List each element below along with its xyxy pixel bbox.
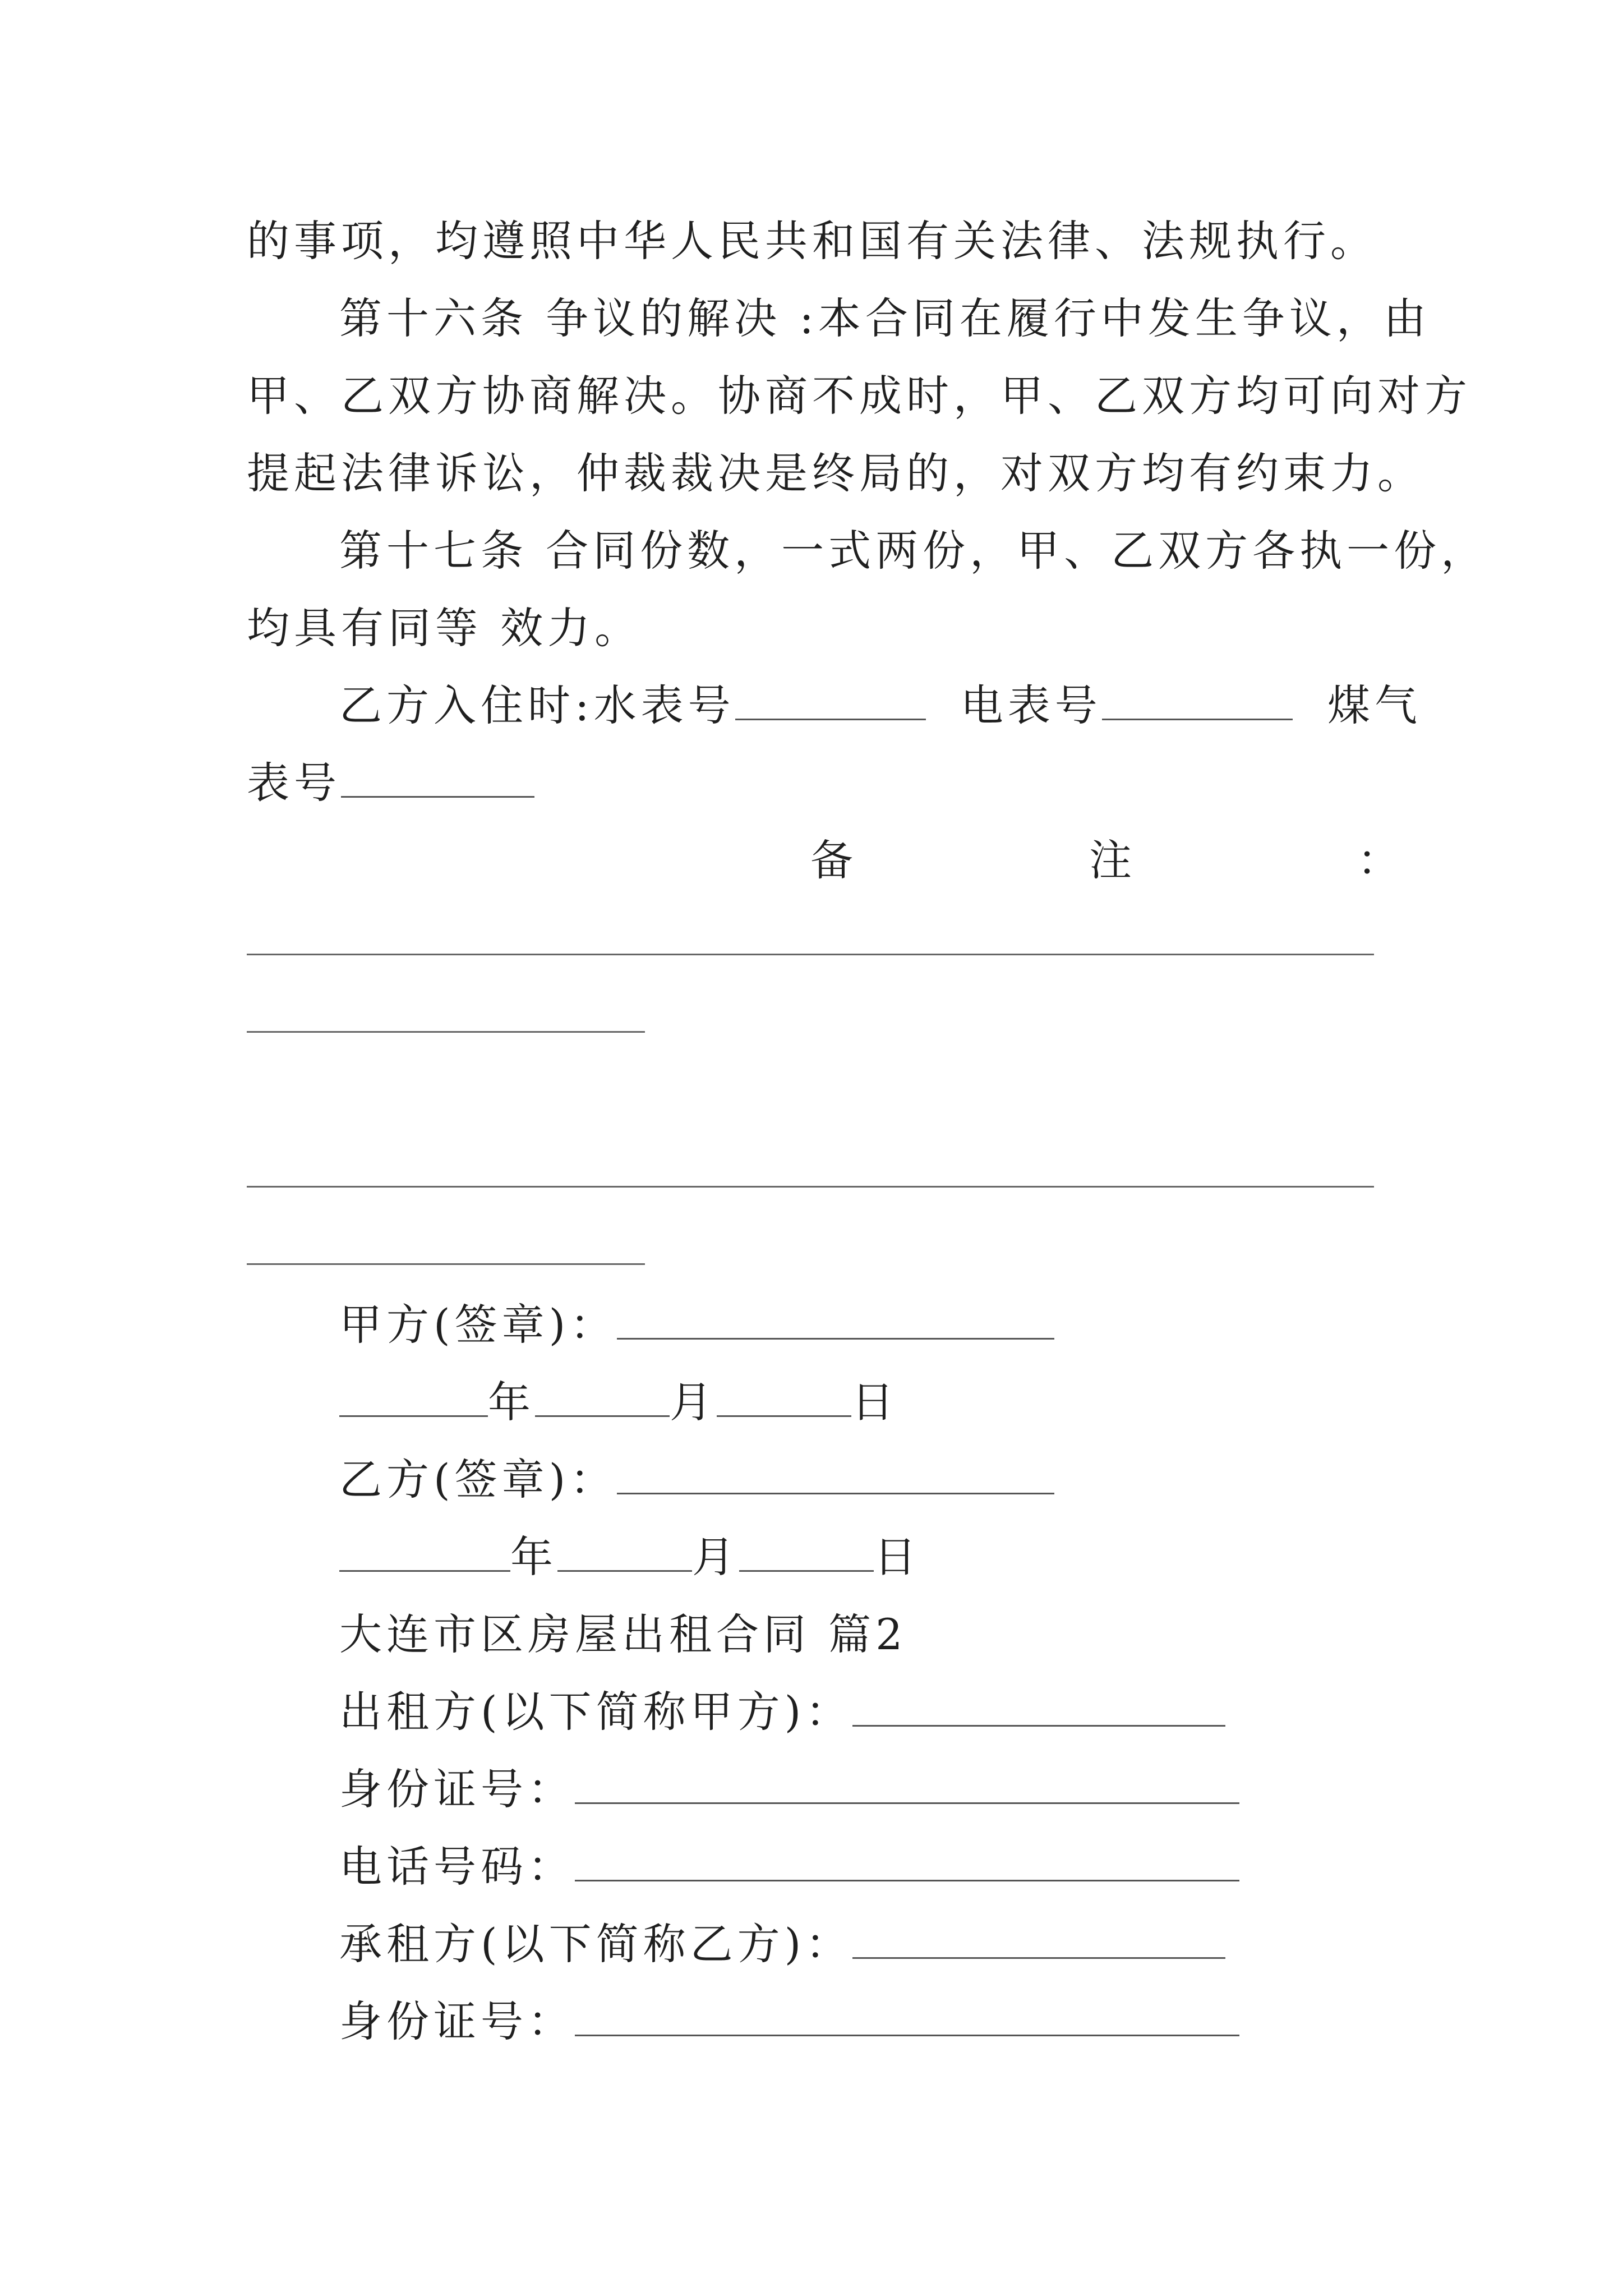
party-a-month-blank[interactable] xyxy=(535,1375,670,1417)
party-b-day-blank[interactable] xyxy=(739,1530,874,1572)
year-label: 年 xyxy=(488,1377,535,1427)
phone-line xyxy=(339,1839,1239,1895)
party-b-signature-line xyxy=(339,1452,1054,1508)
article-16-line-3: 提起法律诉讼，仲裁裁决是终局的，对双方均有约束力。 xyxy=(247,448,1424,498)
article-17-line-1: 第十七条 合同份数，一式两份，甲、乙双方各执一份， xyxy=(339,526,1488,576)
id-number-blank-2[interactable] xyxy=(575,1994,1239,2036)
phone-blank[interactable] xyxy=(575,1839,1239,1881)
water-meter-label: 乙方入住时:水表号 xyxy=(339,680,735,730)
electric-meter-blank[interactable] xyxy=(1102,678,1293,720)
meter-readings-line xyxy=(339,678,1422,734)
contract-2-title: 大连市区房屋出租合同 篇2 xyxy=(339,1609,907,1659)
day-label: 日 xyxy=(851,1377,898,1427)
party-a-signature-blank[interactable] xyxy=(617,1297,1054,1340)
article-16-line-2: 甲、乙双方协商解决。协商不成时，甲、乙双方均可向对方 xyxy=(247,371,1472,421)
lessor-label: 出租方(以下简称甲方)： xyxy=(339,1687,853,1737)
gas-meter-blank[interactable] xyxy=(341,756,534,798)
month-label: 月 xyxy=(692,1532,739,1582)
party-b-label: 乙方(签章)： xyxy=(339,1455,617,1504)
lessee-line xyxy=(339,1916,1225,1972)
party-b-date-line xyxy=(339,1529,921,1585)
id-number-line xyxy=(339,1761,1239,1818)
day-label: 日 xyxy=(874,1532,921,1582)
party-b-year-blank[interactable] xyxy=(339,1530,510,1572)
phone-label: 电话号码： xyxy=(339,1842,575,1892)
id-number-line-2 xyxy=(339,1994,1239,2050)
remarks-colon: ： xyxy=(1357,835,1400,885)
gas-meter-line xyxy=(247,755,534,811)
party-a-date-line xyxy=(339,1374,898,1430)
remarks-blank-line-1[interactable] xyxy=(247,954,1374,955)
article-16-line-1: 第十六条 争议的解决 :本合同在履行中发生争议，由 xyxy=(339,293,1431,343)
electric-meter-label: 电表号 xyxy=(960,680,1102,730)
id-number-label-2: 身份证号： xyxy=(339,1996,575,2046)
lessee-blank[interactable] xyxy=(852,1917,1225,1959)
party-b-signature-blank[interactable] xyxy=(617,1452,1054,1494)
year-label: 年 xyxy=(510,1532,557,1582)
lessor-blank[interactable] xyxy=(852,1685,1225,1727)
party-a-label: 甲方(签章)： xyxy=(339,1300,617,1350)
remarks-blank-line-4[interactable] xyxy=(247,1263,645,1265)
month-label: 月 xyxy=(670,1377,717,1427)
lessor-line xyxy=(339,1684,1225,1740)
id-number-label: 身份证号： xyxy=(339,1764,575,1814)
remarks-char-2: 注 xyxy=(1089,835,1132,885)
party-a-signature-line xyxy=(339,1297,1054,1353)
gas-meter-label-part2: 表号 xyxy=(247,758,341,808)
lessee-label: 承租方(以下简称乙方)： xyxy=(339,1919,853,1969)
id-number-blank[interactable] xyxy=(575,1762,1239,1804)
remarks-char-1: 备 xyxy=(810,835,853,885)
gas-meter-label-part1: 煤气 xyxy=(1327,680,1422,730)
article-17-line-2: 均具有同等 效力。 xyxy=(247,603,642,653)
party-b-month-blank[interactable] xyxy=(557,1530,692,1572)
party-a-year-blank[interactable] xyxy=(339,1375,488,1417)
remarks-blank-line-3[interactable] xyxy=(247,1186,1374,1188)
water-meter-blank[interactable] xyxy=(735,678,926,720)
paragraph-continuation: 的事项，均遵照中华人民共和国有关法律、法规执行。 xyxy=(247,216,1377,266)
party-a-day-blank[interactable] xyxy=(717,1375,851,1417)
remarks-blank-line-2[interactable] xyxy=(247,1031,645,1033)
